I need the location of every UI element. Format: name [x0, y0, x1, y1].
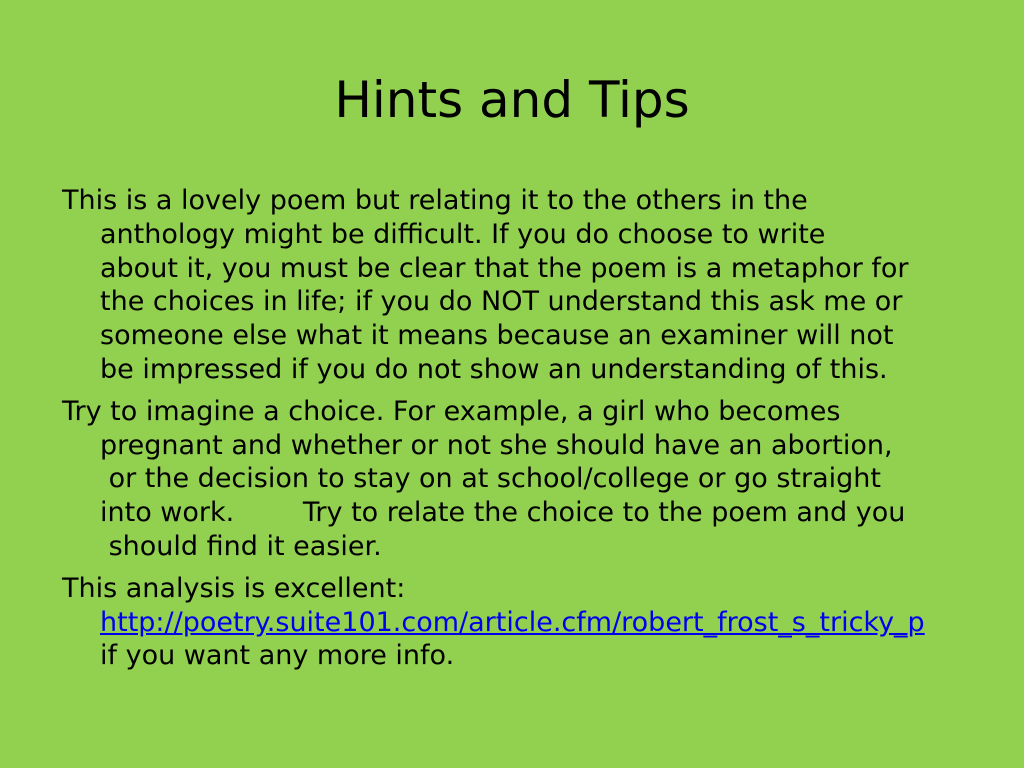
text-line: someone else what it means because an examiner will not [100, 320, 894, 352]
text-line: should find it easier. [100, 530, 382, 562]
analysis-link-line [62, 606, 1022, 640]
slide-body [62, 184, 1022, 681]
text-line: pregnant and whether or not she should have an abortion, [100, 429, 893, 461]
paragraph-relating-poem [62, 184, 1022, 387]
text-line: Try to imagine a choice. For example, a girl who becomes [62, 395, 841, 427]
text-line: This is a lovely poem but relating it to the others in the [62, 185, 808, 216]
analysis-link[interactable]: http://poetry.suite101.com/article.cfm/robert_frost_s_tricky_p [100, 606, 925, 638]
text-line: anthology might be difficult. If you do choose to write [100, 218, 826, 250]
text-line: This analysis is excellent: [62, 572, 406, 604]
text-line: if you want any more info. [100, 640, 455, 672]
text-line: about it, you must be clear that the poem is a metaphor for [100, 252, 909, 284]
text-line: the choices in life; if you do NOT understand this ask me or [100, 286, 903, 318]
slide-title: Hints and Tips [334, 71, 690, 129]
text-line: be impressed if you do not show an understanding of this. [100, 353, 888, 385]
text-line: into work. Try to relate the choice to the poem and you [100, 497, 906, 529]
paragraph-imagine-choice [62, 395, 1022, 564]
paragraph-analysis-link [62, 572, 1022, 673]
text-line: or the decision to stay on at school/college or go straight [100, 463, 881, 495]
